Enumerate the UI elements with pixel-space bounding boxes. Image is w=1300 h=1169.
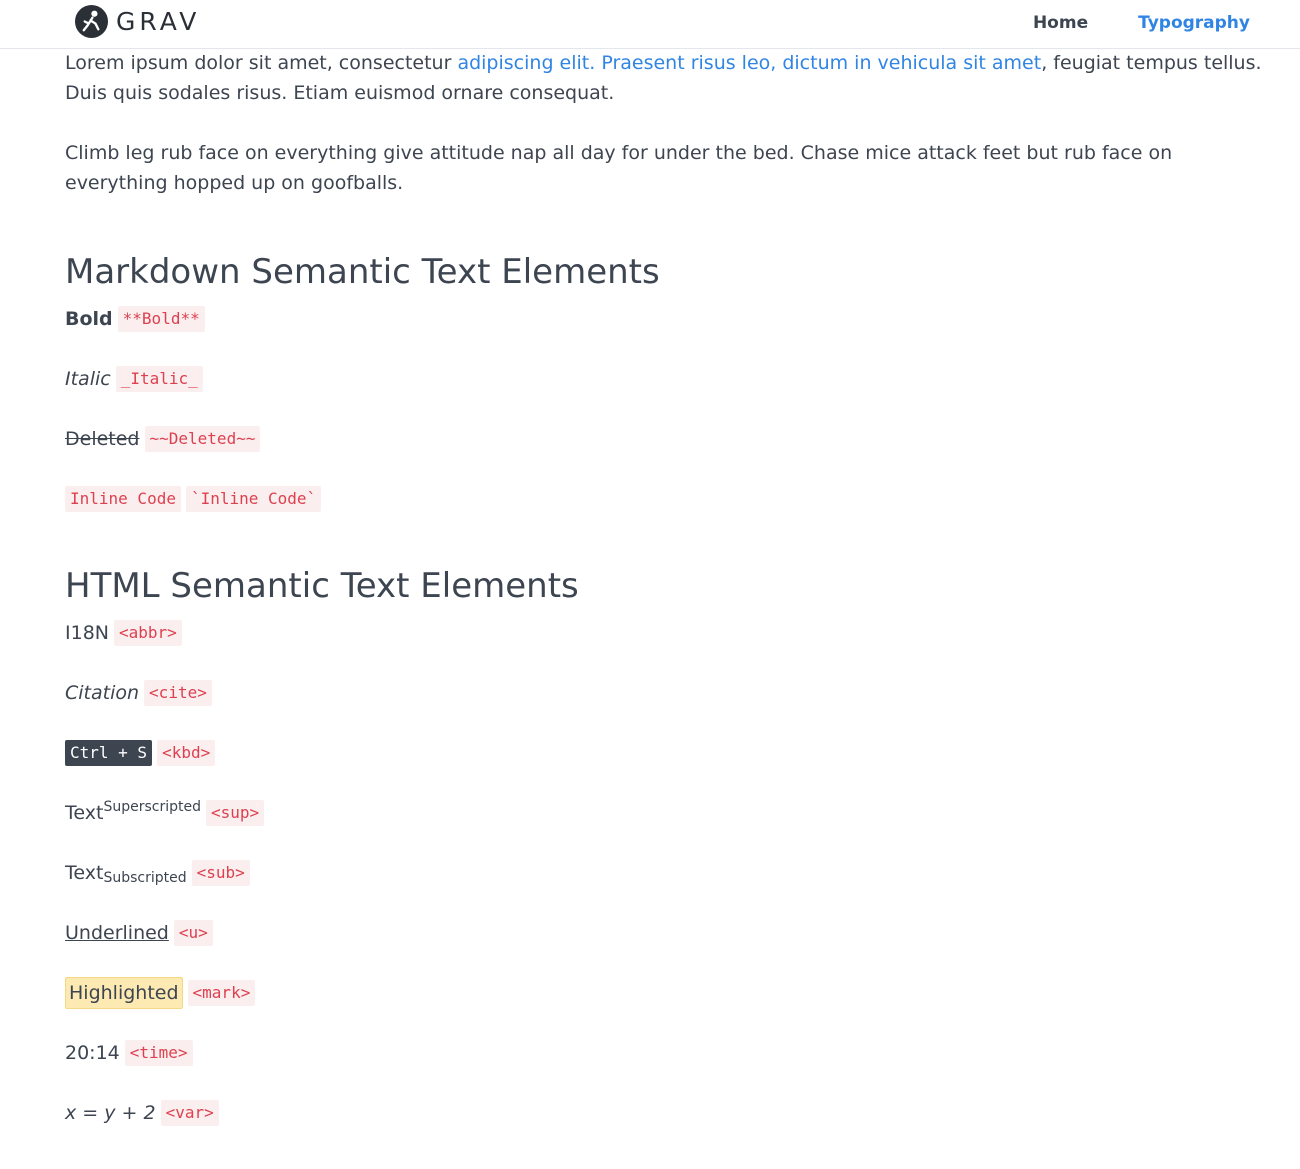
intro-paragraph	[65, 48, 1270, 108]
time-code: <time>	[125, 1040, 193, 1066]
bold-row	[65, 304, 1270, 334]
main-nav	[1033, 12, 1250, 34]
var-code: <var>	[161, 1100, 219, 1126]
sub-row	[65, 858, 1270, 888]
inline-code-code: `Inline Code`	[186, 486, 321, 512]
underline-row	[65, 918, 1270, 948]
markdown-heading: Markdown Semantic Text Elements	[65, 252, 660, 292]
abbr-code: <abbr>	[114, 620, 182, 646]
italic-code: _Italic_	[116, 366, 203, 392]
mark-text: Highlighted	[65, 977, 183, 1009]
deleted-code: ~~Deleted~~	[145, 426, 261, 452]
underline-text: Underlined	[65, 922, 169, 944]
abbr-row	[65, 618, 1270, 648]
sup-text: Superscripted	[103, 799, 201, 815]
sup-code: <sup>	[206, 800, 264, 826]
inline-code-text: Inline Code	[65, 486, 181, 512]
underline-code: <u>	[174, 920, 213, 946]
grav-astronaut-icon	[74, 4, 109, 39]
cite-text: Citation	[65, 682, 140, 704]
bold-text: Bold	[65, 308, 113, 330]
main-content	[65, 48, 1270, 1128]
kbd-row	[65, 738, 1270, 768]
time-text: 20:14	[65, 1042, 120, 1064]
nav-typography-link[interactable]: Typography	[1138, 13, 1250, 33]
mark-row	[65, 978, 1270, 1008]
grav-logo[interactable]	[74, 4, 200, 39]
var-text: x = y + 2	[65, 1102, 156, 1124]
time-row	[65, 1038, 1270, 1068]
intro-link[interactable]: adipiscing elit. Praesent risus leo, dictum in vehicula sit amet	[457, 52, 1042, 74]
nav-home-link[interactable]: Home	[1032, 13, 1089, 33]
sub-text: Subscripted	[103, 870, 187, 886]
sub-code: <sub>	[192, 860, 250, 886]
cite-row	[65, 678, 1270, 708]
italic-text: Italic	[65, 368, 111, 390]
intro-text-after: , feugiat tempus tellus. Duis quis sodales risus. Etiam euismod ornare consequat.	[65, 52, 1262, 104]
mark-code: <mark>	[188, 980, 256, 1006]
kbd-text: Ctrl + S	[65, 740, 152, 766]
inline-code-row	[65, 484, 1270, 514]
var-row	[65, 1098, 1270, 1128]
sub-base-text: Text	[65, 862, 104, 884]
cat-paragraph: Climb leg rub face on everything give attitude nap all day for under the bed. Chase mice attack feet but rub face on everything hopped up on goofballs.	[65, 142, 1173, 194]
kbd-code: <kbd>	[157, 740, 215, 766]
logo-text: GRAV	[116, 7, 201, 36]
deleted-text: Deleted	[65, 428, 140, 450]
abbr-text: I18N	[65, 622, 109, 644]
cite-code: <cite>	[144, 680, 212, 706]
italic-row	[65, 364, 1270, 394]
intro-text-before: Lorem ipsum dolor sit amet, consectetur	[65, 52, 458, 74]
site-header	[0, 0, 1300, 49]
sup-base-text: Text	[65, 802, 104, 824]
html-heading: HTML Semantic Text Elements	[65, 566, 579, 606]
sup-row	[65, 798, 1270, 828]
deleted-row	[65, 424, 1270, 454]
bold-code: **Bold**	[118, 306, 205, 332]
